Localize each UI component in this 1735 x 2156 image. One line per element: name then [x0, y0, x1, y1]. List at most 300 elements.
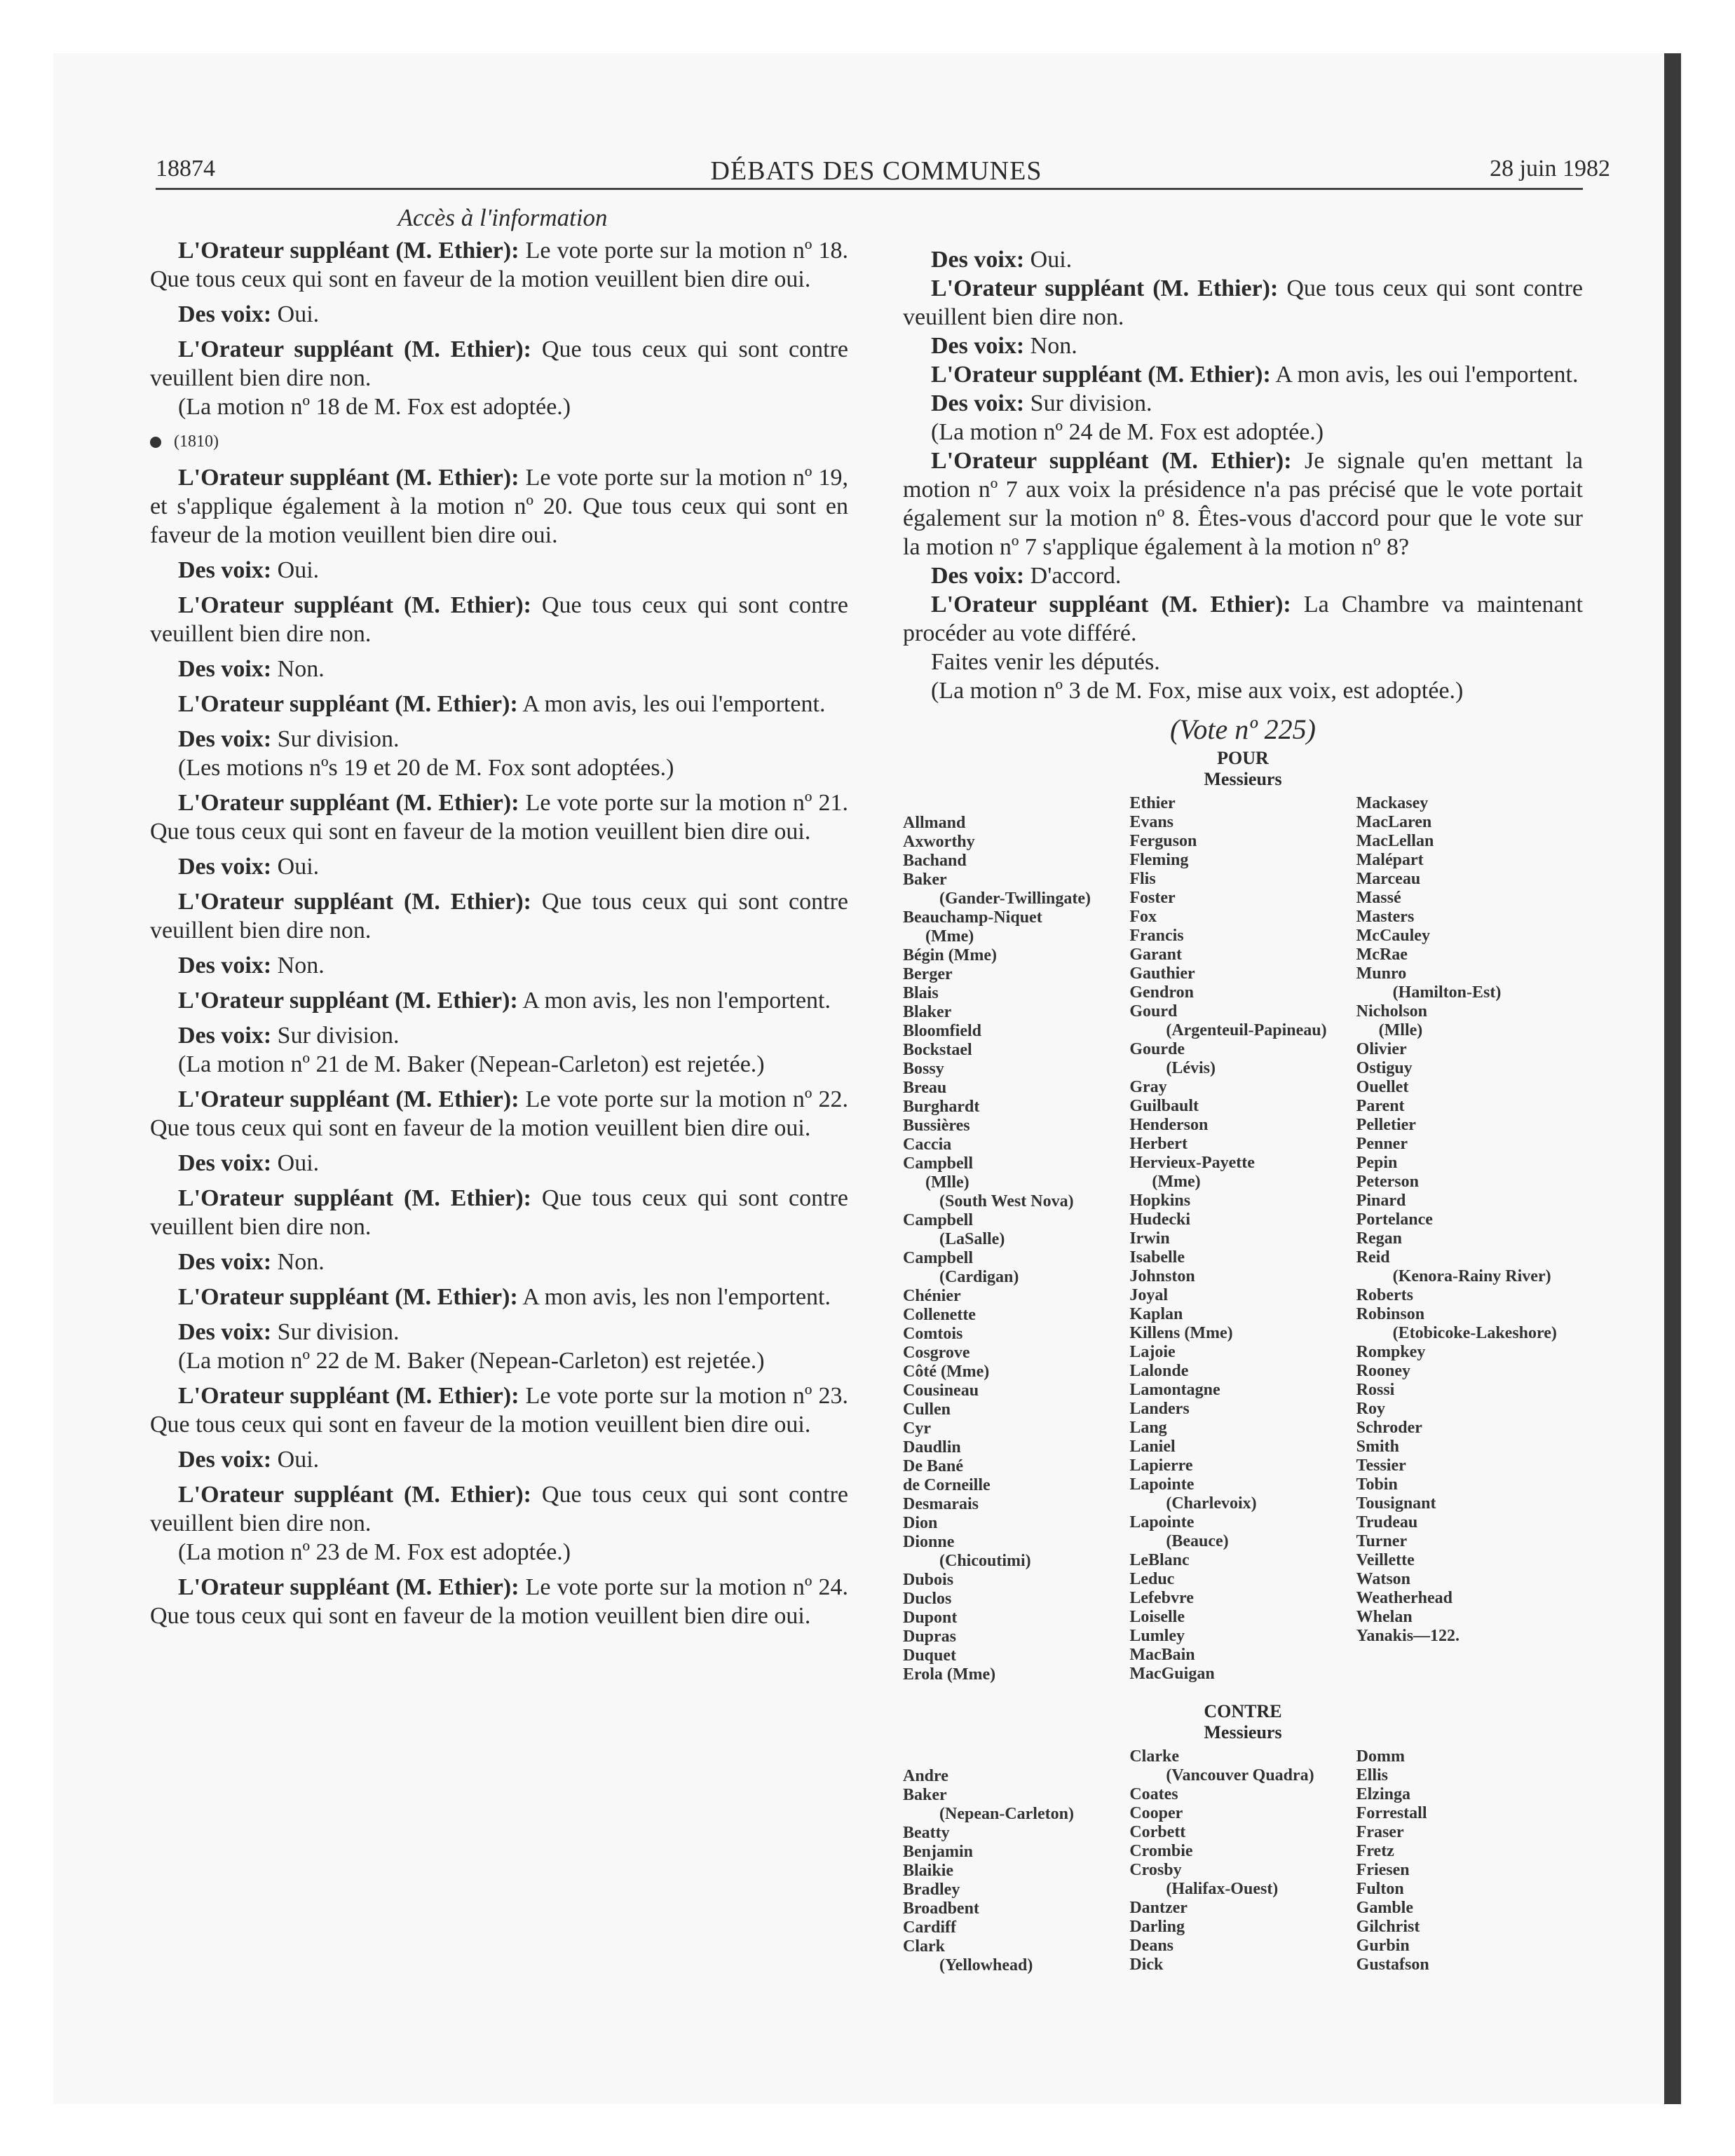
member-name: MacLellan [1356, 832, 1434, 850]
member-name: Cullen [903, 1400, 951, 1419]
speech: Oui. [271, 854, 320, 880]
speaker: L'Orateur suppléant (M. Ethier): [178, 691, 518, 717]
member-name: Baker [903, 1786, 947, 1804]
paragraph [150, 655, 848, 683]
speech: Le vote porte sur la motion nº 18. Que tous ceux qui sont en faveur de la motion veuillent bien dire oui. [150, 238, 848, 292]
paragraph [903, 590, 1583, 648]
member-name: Daudlin [903, 1438, 961, 1456]
member-name: Erola (Mme) [903, 1665, 996, 1684]
member-name: Watson [1356, 1570, 1411, 1588]
member-name: Malépart [1356, 851, 1424, 869]
member-name: Masters [1356, 908, 1415, 926]
member-name: Trudeau [1356, 1513, 1418, 1531]
speaker: L'Orateur suppléant (M. Ethier): [178, 1383, 519, 1409]
speech: Oui. [271, 1447, 320, 1473]
speech: Oui. [271, 301, 320, 327]
paragraph [903, 561, 1583, 590]
speaker: Des voix: [931, 333, 1025, 359]
paragraph [150, 725, 848, 753]
member-name: Bloomfield [903, 1022, 981, 1040]
member-name: Dubois [903, 1571, 954, 1589]
member-name: (Mlle) [1378, 1021, 1423, 1039]
pour-subheading: Messieurs [1204, 769, 1282, 789]
member-name: Clark [903, 1937, 945, 1956]
member-name: Clarke [1129, 1747, 1179, 1766]
speaker: Des voix: [931, 563, 1025, 589]
bullet-icon [150, 437, 161, 448]
member-name: Campbell [903, 1154, 974, 1173]
contre-subheading: Messieurs [1204, 1722, 1282, 1742]
member-name: (South West Nova) [939, 1192, 1074, 1210]
page-date: 28 juin 1982 [1490, 156, 1610, 182]
member-name: Pinard [1356, 1192, 1406, 1210]
member-name: Bossy [903, 1060, 944, 1078]
member-name: (Cardigan) [939, 1268, 1019, 1286]
paragraph [150, 236, 848, 294]
paragraph [150, 335, 848, 393]
member-name: Ouellet [1356, 1078, 1409, 1096]
paragraph [903, 389, 1583, 418]
member-name: Crosby [1129, 1861, 1182, 1879]
member-name: Lalonde [1129, 1362, 1189, 1380]
member-name: Kaplan [1129, 1305, 1183, 1323]
member-name: Andre [903, 1767, 948, 1785]
contre-column-1 [903, 1747, 1129, 1975]
member-name: Loiselle [1129, 1608, 1185, 1626]
paragraph [150, 1248, 848, 1276]
speech: Sur division. [271, 1023, 400, 1049]
member-name: Elzinga [1356, 1785, 1410, 1803]
member-name: Ethier [1129, 794, 1176, 812]
speech: Le vote porte sur la motion nº 23. Que tous ceux qui sont en faveur de la motion veuillent bien dire oui. [150, 1383, 848, 1438]
member-name: Broadbent [903, 1899, 979, 1918]
member-name: Cousineau [903, 1381, 979, 1400]
member-name: (Kenora-Rainy River) [1392, 1267, 1551, 1285]
member-name: Desmarais [903, 1495, 979, 1513]
member-name: Cosgrove [903, 1344, 970, 1362]
speech: Non. [271, 1249, 325, 1275]
pour-column-1 [903, 794, 1129, 1684]
member-name: Benjamin [903, 1843, 974, 1861]
member-name: Cyr [903, 1419, 931, 1438]
speaker: Des voix: [178, 301, 272, 327]
time-marker-text: (1810) [174, 432, 219, 451]
member-name: Turner [1356, 1532, 1408, 1550]
member-name: (Mlle) [925, 1173, 969, 1192]
paragraph-procedural: Faites venir les députés. [931, 649, 1160, 675]
contre-column-3 [1356, 1747, 1583, 1975]
member-name: Domm [1356, 1747, 1405, 1766]
paragraph [150, 986, 848, 1015]
member-name: Irwin [1129, 1229, 1170, 1248]
member-name: Lapierre [1129, 1456, 1193, 1475]
member-name: Smith [1356, 1438, 1400, 1456]
paragraph [150, 1149, 848, 1178]
paragraph [150, 1283, 848, 1311]
paragraph [150, 1445, 848, 1474]
member-name: MacBain [1129, 1646, 1195, 1664]
member-name: Roy [1356, 1400, 1385, 1418]
member-name: (Nepean-Carleton) [939, 1805, 1074, 1823]
speech: Le vote porte sur la motion nº 22. Que tous ceux qui sont en faveur de la motion veuillent bien dire oui. [150, 1086, 848, 1141]
paragraph [150, 1085, 848, 1142]
paragraph [150, 556, 848, 585]
paragraph [150, 1480, 848, 1538]
member-name: de Corneille [903, 1476, 991, 1494]
member-name: Lumley [1129, 1627, 1185, 1645]
speaker: L'Orateur suppléant (M. Ethier): [178, 1482, 531, 1508]
paragraph [150, 1573, 848, 1630]
speech: Non. [271, 953, 325, 978]
member-name: Leduc [1129, 1570, 1175, 1588]
time-marker [150, 428, 848, 456]
speaker: Des voix: [178, 1150, 272, 1176]
member-name: Regan [1356, 1229, 1402, 1248]
member-name: Tobin [1356, 1475, 1398, 1494]
paragraph-procedural: (Les motions nºs 19 et 20 de M. Fox sont adoptées.) [178, 755, 674, 781]
speaker: L'Orateur suppléant (M. Ethier): [178, 238, 519, 264]
paragraph [150, 300, 848, 329]
member-name: Olivier [1356, 1040, 1407, 1058]
member-name: Fulton [1356, 1880, 1404, 1898]
vote-title: (Vote nº 225) [1170, 714, 1316, 745]
member-name: Whelan [1356, 1608, 1413, 1626]
section-subject: Accès à l'information [397, 204, 608, 231]
contre-column-2 [1129, 1747, 1356, 1975]
paragraph [150, 690, 848, 718]
member-name: Duquet [903, 1646, 957, 1665]
member-name: Pelletier [1356, 1116, 1416, 1134]
member-name: Darling [1129, 1918, 1185, 1936]
speech: Que tous ceux qui sont contre veuillent bien dire non. [150, 592, 848, 647]
member-name: Parent [1356, 1097, 1405, 1115]
paragraph-procedural: (La motion nº 3 de M. Fox, mise aux voix, est adoptée.) [931, 678, 1464, 704]
speech: Je signale qu'en mettant la motion nº 7 aux voix la présidence n'a pas précisé que le vote portait également sur la motion nº 8. Êtes-vous d'accord pour que le vote sur la motion nº 7 s'applique également à la motion nº 8? [903, 448, 1583, 560]
member-name: Bachand [903, 852, 967, 870]
member-name: Joyal [1129, 1286, 1168, 1304]
member-name: Campbell [903, 1249, 974, 1267]
speech: Que tous ceux qui sont contre veuillent bien dire non. [150, 1482, 848, 1536]
member-name: Flis [1129, 870, 1156, 888]
member-name: Friesen [1356, 1861, 1410, 1879]
member-name: Johnston [1129, 1267, 1195, 1285]
speaker: Des voix: [178, 1447, 272, 1473]
member-name: Gendron [1129, 983, 1194, 1002]
paragraph [150, 951, 848, 980]
member-name: Lang [1129, 1419, 1167, 1437]
paragraph [150, 591, 848, 648]
member-name: Gamble [1356, 1899, 1413, 1917]
member-name: Dick [1129, 1956, 1164, 1974]
member-name: Francis [1129, 927, 1184, 945]
speech: A mon avis, les oui l'emportent. [517, 691, 826, 717]
member-name: De Bané [903, 1457, 963, 1475]
member-name: (Beauce) [1166, 1532, 1229, 1550]
member-name: Bockstael [903, 1041, 972, 1059]
speaker: Des voix: [178, 726, 272, 752]
member-name: Herbert [1129, 1135, 1188, 1153]
member-name: Comtois [903, 1325, 963, 1343]
speaker: L'Orateur suppléant (M. Ethier): [931, 448, 1292, 474]
member-name: Berger [903, 965, 953, 983]
speech: A mon avis, les oui l'emportent. [1270, 362, 1579, 388]
paragraph [150, 1184, 848, 1241]
member-name: Fox [1129, 908, 1157, 926]
member-name: Blais [903, 984, 939, 1002]
speaker: Des voix: [931, 247, 1025, 273]
paragraph [150, 463, 848, 550]
paragraph [903, 360, 1583, 389]
member-name: Veillette [1356, 1551, 1415, 1569]
member-name: Allmand [903, 814, 966, 832]
paragraph [150, 1318, 848, 1346]
header-rule [156, 188, 1583, 190]
member-name: Ostiguy [1356, 1059, 1413, 1077]
member-name: Cardiff [903, 1918, 956, 1937]
member-name: Schroder [1356, 1419, 1422, 1437]
speech: Que tous ceux qui sont contre veuillent bien dire non. [150, 336, 848, 391]
speaker: L'Orateur suppléant (M. Ethier): [178, 1185, 531, 1211]
speech: Oui. [1024, 247, 1073, 273]
speech: Non. [1024, 333, 1077, 359]
speaker: Des voix: [178, 557, 272, 583]
member-name: Duclos [903, 1590, 952, 1608]
speaker: L'Orateur suppléant (M. Ethier): [178, 988, 518, 1014]
member-name: Fleming [1129, 851, 1189, 869]
member-name: Bégin (Mme) [903, 946, 997, 964]
member-name: Roberts [1356, 1286, 1413, 1304]
speaker: L'Orateur suppléant (M. Ethier): [178, 465, 519, 491]
speech: Le vote porte sur la motion nº 19, et s'applique également à la motion nº 20. Que tous ceux qui sont en faveur de la motion veuillent bien dire oui. [150, 465, 848, 548]
member-name: Corbett [1129, 1823, 1186, 1841]
member-name: (Mme) [925, 927, 974, 946]
member-name: Gustafson [1356, 1956, 1429, 1974]
member-name: Caccia [903, 1135, 952, 1154]
member-name: Gray [1129, 1078, 1167, 1096]
member-name: Dantzer [1129, 1899, 1188, 1917]
pour-column-2 [1129, 794, 1356, 1684]
speaker: Des voix: [178, 854, 272, 880]
member-name: Hopkins [1129, 1192, 1191, 1210]
speaker: L'Orateur suppléant (M. Ethier): [178, 592, 531, 618]
speaker: L'Orateur suppléant (M. Ethier): [931, 275, 1279, 301]
member-name: Reid [1356, 1248, 1390, 1267]
member-name: Isabelle [1129, 1248, 1185, 1267]
page-edge-bar [1664, 53, 1681, 2104]
speaker: Des voix: [178, 656, 272, 682]
right-column [903, 245, 1583, 1975]
paragraph-procedural: (La motion nº 22 de M. Baker (Nepean-Carleton) est rejetée.) [178, 1348, 765, 1374]
member-name: Bussières [903, 1117, 970, 1135]
member-name: Penner [1356, 1135, 1408, 1153]
speaker: Des voix: [931, 390, 1025, 416]
speaker: L'Orateur suppléant (M. Ethier): [178, 1574, 519, 1600]
paragraph-procedural: (La motion nº 21 de M. Baker (Nepean-Carleton) est rejetée.) [178, 1051, 765, 1077]
member-name: Forrestall [1356, 1804, 1427, 1822]
speaker: L'Orateur suppléant (M. Ethier): [178, 1086, 519, 1112]
member-name: Dupras [903, 1628, 957, 1646]
member-name: Campbell [903, 1211, 974, 1229]
member-name: Gauthier [1129, 964, 1195, 983]
member-name: Baker [903, 871, 947, 889]
member-name: Bradley [903, 1881, 960, 1899]
member-name: Gurbin [1356, 1937, 1410, 1955]
member-name: (Etobicoke-Lakeshore) [1392, 1324, 1557, 1342]
member-name: Nicholson [1356, 1002, 1428, 1021]
member-name: Collenette [903, 1306, 976, 1324]
pour-list [903, 794, 1583, 1684]
member-name: (Vancouver Quadra) [1166, 1766, 1314, 1785]
member-name: (Mme) [1152, 1173, 1201, 1191]
speech: Le vote porte sur la motion nº 24. Que tous ceux qui sont en faveur de la motion veuillent bien dire oui. [150, 1574, 848, 1629]
member-name: Beauchamp-Niquet [903, 908, 1042, 927]
member-name: Peterson [1356, 1173, 1419, 1191]
speaker: L'Orateur suppléant (M. Ethier): [931, 592, 1291, 618]
pour-label: POUR [1217, 748, 1269, 768]
paragraph [150, 1381, 848, 1439]
member-name: Pepin [1356, 1154, 1398, 1172]
member-name: Garant [1129, 946, 1182, 964]
member-name: Weatherhead [1356, 1589, 1452, 1607]
member-name: Evans [1129, 813, 1174, 831]
member-name: Gilchrist [1356, 1918, 1420, 1936]
member-name: Ferguson [1129, 832, 1197, 850]
paragraph [150, 1021, 848, 1050]
pour-column-3 [1356, 794, 1583, 1684]
member-name: Fraser [1356, 1823, 1404, 1841]
paragraph [150, 852, 848, 881]
member-name: Lefebvre [1129, 1589, 1194, 1607]
speech: Non. [271, 656, 325, 682]
member-name: Lamontagne [1129, 1381, 1220, 1399]
member-name: (LaSalle) [939, 1230, 1005, 1248]
speech: A mon avis, les non l'emportent. [517, 988, 831, 1014]
contre-label: CONTRE [1204, 1701, 1282, 1721]
member-name: Rooney [1356, 1362, 1410, 1380]
member-name: (Lévis) [1166, 1059, 1216, 1077]
member-name: Mackasey [1356, 794, 1429, 812]
member-name: Massé [1356, 889, 1401, 907]
member-name: Gourd [1129, 1002, 1178, 1021]
member-name: (Gander-Twillingate) [939, 889, 1091, 908]
member-name: Tessier [1356, 1456, 1406, 1475]
member-name: Ellis [1356, 1766, 1389, 1785]
member-name: Landers [1129, 1400, 1190, 1418]
member-name: Tousignant [1356, 1494, 1436, 1513]
member-name: Cooper [1129, 1804, 1183, 1822]
member-name: McCauley [1356, 927, 1430, 945]
member-name: Blaikie [903, 1862, 954, 1880]
member-name: (Chicoutimi) [939, 1552, 1031, 1570]
member-name: Gourde [1129, 1040, 1185, 1058]
member-name: McRae [1356, 946, 1408, 964]
member-name: Breau [903, 1079, 947, 1097]
paragraph [150, 887, 848, 945]
speaker: Des voix: [178, 953, 272, 978]
member-name: (Charlevoix) [1166, 1494, 1257, 1513]
member-name: Rompkey [1356, 1343, 1426, 1361]
speech: La Chambre va maintenant procéder au vote différé. [903, 592, 1583, 646]
contre-list [903, 1747, 1583, 1975]
member-name: Laniel [1129, 1438, 1176, 1456]
speaker: L'Orateur suppléant (M. Ethier): [178, 889, 531, 915]
speech: Oui. [271, 557, 320, 583]
speaker: Des voix: [178, 1023, 272, 1049]
member-name: Marceau [1356, 870, 1421, 888]
member-name: Foster [1129, 889, 1176, 907]
paragraph [150, 789, 848, 846]
speech: Que tous ceux qui sont contre veuillent bien dire non. [150, 889, 848, 943]
member-name: Robinson [1356, 1305, 1425, 1323]
speaker: L'Orateur suppléant (M. Ethier): [931, 362, 1271, 388]
member-name: Burghardt [903, 1098, 980, 1116]
member-name: Dionne [903, 1533, 955, 1551]
member-name: Chénier [903, 1287, 961, 1305]
member-name: Killens (Mme) [1129, 1324, 1233, 1342]
member-name: (Halifax-Ouest) [1166, 1880, 1279, 1898]
paragraph [903, 332, 1583, 360]
member-name: Fretz [1356, 1842, 1394, 1860]
paragraph-procedural: (La motion nº 24 de M. Fox est adoptée.) [931, 419, 1324, 445]
member-name: Hervieux-Payette [1129, 1154, 1255, 1172]
member-name: Dupont [903, 1609, 958, 1627]
member-name: Munro [1356, 964, 1407, 983]
member-name: Beatty [903, 1824, 950, 1842]
speaker: L'Orateur suppléant (M. Ethier): [178, 1284, 518, 1310]
speech: Oui. [271, 1150, 320, 1176]
speech: Le vote porte sur la motion nº 21. Que tous ceux qui sont en faveur de la motion veuillent bien dire oui. [150, 790, 848, 845]
speaker: L'Orateur suppléant (M. Ethier): [178, 790, 519, 816]
member-name: Henderson [1129, 1116, 1209, 1134]
paragraph-procedural: (La motion nº 23 de M. Fox est adoptée.) [178, 1539, 571, 1565]
member-name: LeBlanc [1129, 1551, 1190, 1569]
member-name: Crombie [1129, 1842, 1193, 1860]
member-name: Lapointe [1129, 1475, 1195, 1494]
member-name: Yanakis—122. [1356, 1627, 1460, 1645]
member-name: MacGuigan [1129, 1665, 1215, 1683]
member-name: Axworthy [903, 833, 975, 851]
speech: D'accord. [1024, 563, 1122, 589]
speech: Que tous ceux qui sont contre veuillent bien dire non. [903, 275, 1583, 330]
paragraph [903, 245, 1583, 274]
member-name: Guilbault [1129, 1097, 1199, 1115]
member-name: Lajoie [1129, 1343, 1176, 1361]
speaker: L'Orateur suppléant (M. Ethier): [178, 336, 531, 362]
member-name: Rossi [1356, 1381, 1395, 1399]
member-name: (Hamilton-Est) [1392, 983, 1502, 1002]
paragraph [903, 274, 1583, 332]
member-name: (Argenteuil-Papineau) [1166, 1021, 1327, 1039]
member-name: Portelance [1356, 1210, 1433, 1229]
member-name: MacLaren [1356, 813, 1432, 831]
speech: Sur division. [271, 726, 400, 752]
page-title: DÉBATS DES COMMUNES [710, 156, 1042, 186]
speech: Sur division. [1024, 390, 1152, 416]
speaker: Des voix: [178, 1249, 272, 1275]
member-name: (Yellowhead) [939, 1956, 1033, 1974]
member-name: Lapointe [1129, 1513, 1195, 1531]
page-number: 18874 [156, 156, 215, 182]
member-name: Coates [1129, 1785, 1178, 1803]
paragraph-procedural: (La motion nº 18 de M. Fox est adoptée.) [178, 394, 571, 420]
member-name: Blaker [903, 1003, 952, 1021]
member-name: Hudecki [1129, 1210, 1191, 1229]
speaker: Des voix: [178, 1319, 272, 1345]
member-name: Côté (Mme) [903, 1363, 990, 1381]
speech: A mon avis, les non l'emportent. [517, 1284, 831, 1310]
left-column [150, 203, 848, 1637]
paragraph [903, 446, 1583, 561]
